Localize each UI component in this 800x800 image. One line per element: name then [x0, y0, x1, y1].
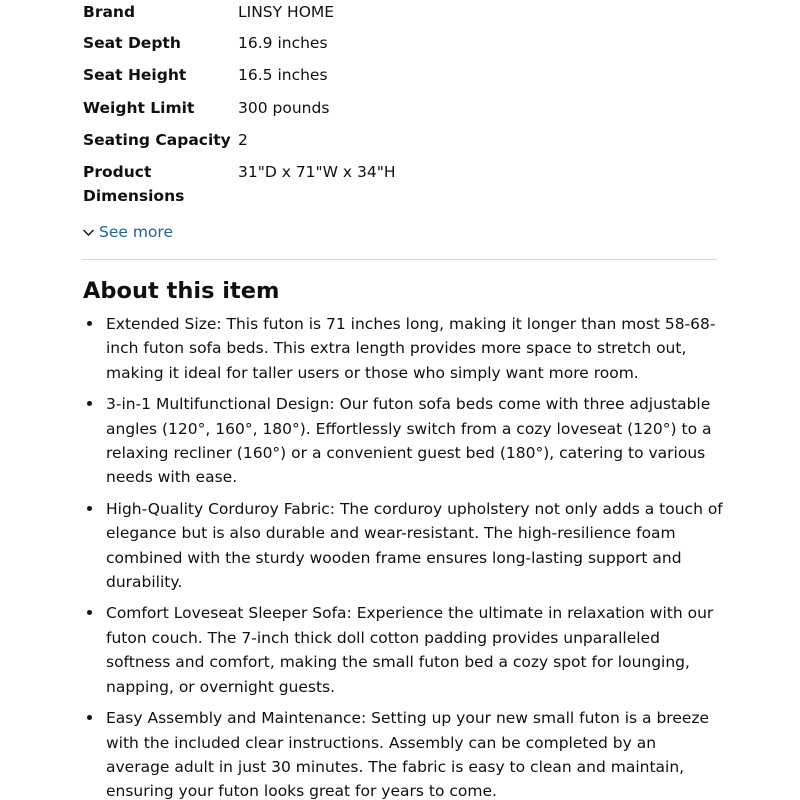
spec-label: Seat Depth	[83, 34, 181, 52]
bullet-text: Extended Size: This futon is 71 inches long, making it longer than most 58-68-inch futon sofa beds. This extra length provides more space to stretch out, making it ideal for taller users or those who simply want more room.	[106, 315, 716, 382]
list-item	[84, 312, 724, 385]
list-item	[84, 497, 724, 595]
spec-row-seat-height	[83, 63, 328, 95]
bullet-dot-icon	[87, 715, 92, 720]
spec-value: 300 pounds	[238, 99, 330, 117]
bullet-text: High-Quality Corduroy Fabric: The corduroy upholstery not only adds a touch of elegance but is also durable and wear-resistant. The high-resilience foam combined with the sturdy wooden frame ensures long-lasting support and durability.	[106, 499, 723, 592]
spec-value: LINSY HOME	[238, 3, 335, 21]
section-divider	[82, 259, 717, 260]
spec-label: Weight Limit	[83, 99, 195, 117]
see-more-link[interactable]	[82, 220, 173, 244]
about-section-title: About this item	[83, 278, 280, 304]
bullet-dot-icon	[87, 321, 92, 326]
list-item	[84, 601, 724, 699]
bullet-text: Comfort Loveseat Sleeper Sofa: Experience the ultimate in relaxation with our futon couch. The 7-inch thick doll cotton padding provides unparalleled softness and comfort, making the small futon bed a cozy spot for lounging, napping, or overnight guests.	[106, 604, 714, 696]
chevron-down-icon	[82, 226, 95, 239]
spec-label: Brand	[83, 3, 136, 21]
spec-row-seat-depth	[83, 31, 328, 63]
spec-row-seating-capacity	[83, 128, 248, 160]
spec-label: Seating Capacity	[83, 131, 231, 149]
bullet-text: Easy Assembly and Maintenance: Setting up your new small futon is a breeze with the included clear instructions. Assembly can be completed by an average adult in just 30 minutes. The fabric is easy to clean and maintain, ensuring your futon looks great for years to come.	[106, 709, 710, 800]
bullet-dot-icon	[87, 401, 92, 406]
spec-row-weight-limit	[83, 96, 329, 128]
spec-value: 16.5 inches	[238, 66, 328, 84]
see-more-label: See more	[99, 223, 173, 241]
spec-value: 2	[238, 131, 248, 149]
spec-row-brand	[83, 0, 334, 32]
bullet-dot-icon	[87, 610, 92, 615]
about-bullet-list	[84, 312, 724, 800]
bullet-dot-icon	[87, 506, 92, 511]
spec-label: Product Dimensions	[83, 163, 185, 205]
list-item	[84, 392, 724, 490]
bullet-text: 3-in-1 Multifunctional Design: Our futon sofa beds come with three adjustable angles (120°, 160°, 180°). Effortlessly switch from a cozy loveseat (120°) to a relaxing recliner (160°) or a convenient guest bed (180°), catering to various needs with ease.	[106, 395, 712, 487]
spec-value: 31"D x 71"W x 34"H	[238, 163, 396, 181]
spec-label: Seat Height	[83, 66, 187, 84]
spec-row-product-dimensions	[83, 160, 396, 208]
list-item	[84, 706, 724, 800]
spec-value: 16.9 inches	[238, 34, 328, 52]
